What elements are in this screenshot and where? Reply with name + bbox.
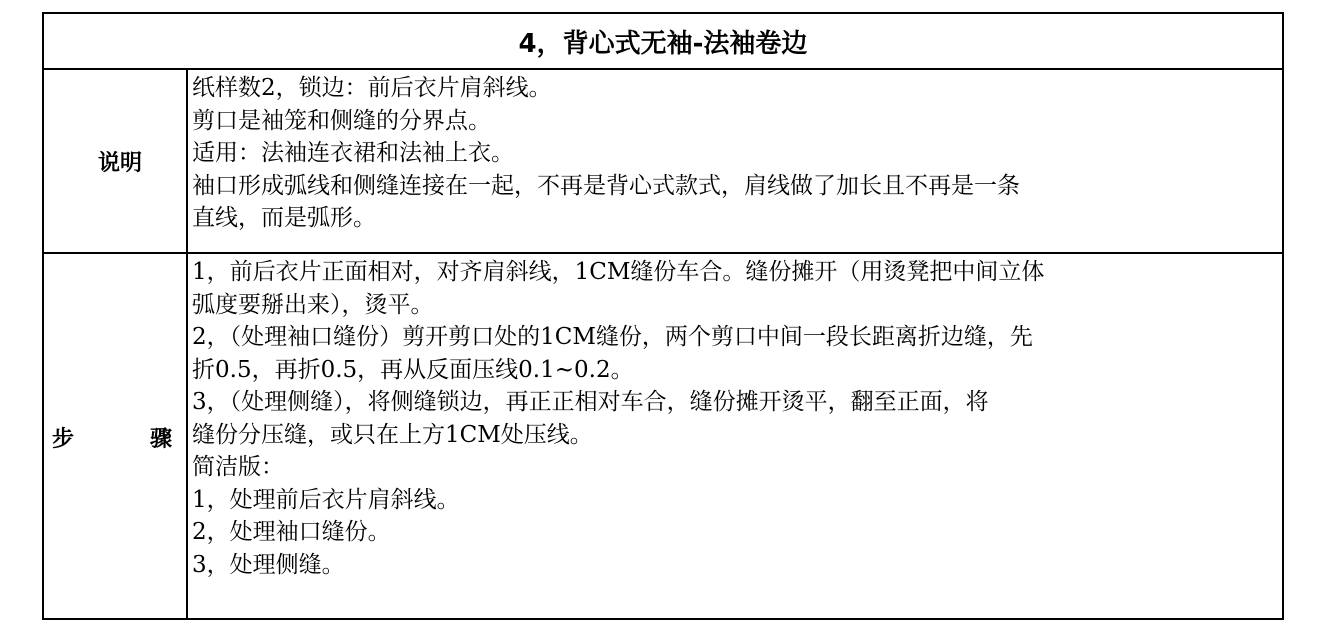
description-label: 说明 bbox=[97, 150, 142, 176]
step-line: 2，处理袖口缝份。 bbox=[192, 519, 391, 545]
table-title: 4，背心式无袖-法袖卷边 bbox=[44, 14, 1282, 70]
description-line: 直线，而是弧形。 bbox=[192, 205, 376, 231]
description-line: 袖口形成弧线和侧缝连接在一起，不再是背心式款式，肩线做了加长且不再是一条 bbox=[192, 172, 1020, 199]
description-line: 剪口是袖笼和侧缝的分界点。 bbox=[192, 107, 491, 134]
steps-label-right: 骤 bbox=[149, 426, 172, 452]
step-line: 3，（处理侧缝），将侧缝锁边，再正正相对车合，缝份摊开烫平，翻至正面，将 bbox=[192, 389, 989, 415]
description-row bbox=[44, 70, 1282, 254]
steps-row bbox=[44, 254, 1282, 620]
step-line: 1，处理前后衣片肩斜线。 bbox=[192, 486, 460, 513]
steps-content bbox=[188, 254, 1282, 620]
step-line: 2，（处理袖口缝份）剪开剪口处的1CM缝份，两个剪口中间一段长距离折边缝，先 bbox=[192, 324, 1033, 350]
steps-label-left: 步 bbox=[52, 426, 75, 452]
step-line: 弧度要掰出来），烫平。 bbox=[192, 291, 434, 318]
step-line: 缝份分压缝，或只在上方1CM处压线。 bbox=[192, 421, 593, 448]
description-label-cell bbox=[44, 70, 188, 252]
description-content bbox=[188, 70, 1282, 252]
step-line: 简洁版： bbox=[192, 454, 284, 480]
instruction-table bbox=[42, 12, 1284, 620]
step-line: 1，前后衣片正面相对，对齐肩斜线，1CM缝份车合。缝份摊开（用烫凳把中间立体 bbox=[192, 259, 1045, 285]
steps-label-cell bbox=[44, 254, 188, 620]
step-line: 折0.5，再折0.5，再从反面压线0.1~0.2。 bbox=[192, 356, 634, 383]
description-line: 适用：法袖连衣裙和法袖上衣。 bbox=[192, 140, 514, 166]
step-line: 3，处理侧缝。 bbox=[192, 551, 345, 578]
description-line: 纸样数2，锁边：前后衣片肩斜线。 bbox=[192, 75, 552, 101]
